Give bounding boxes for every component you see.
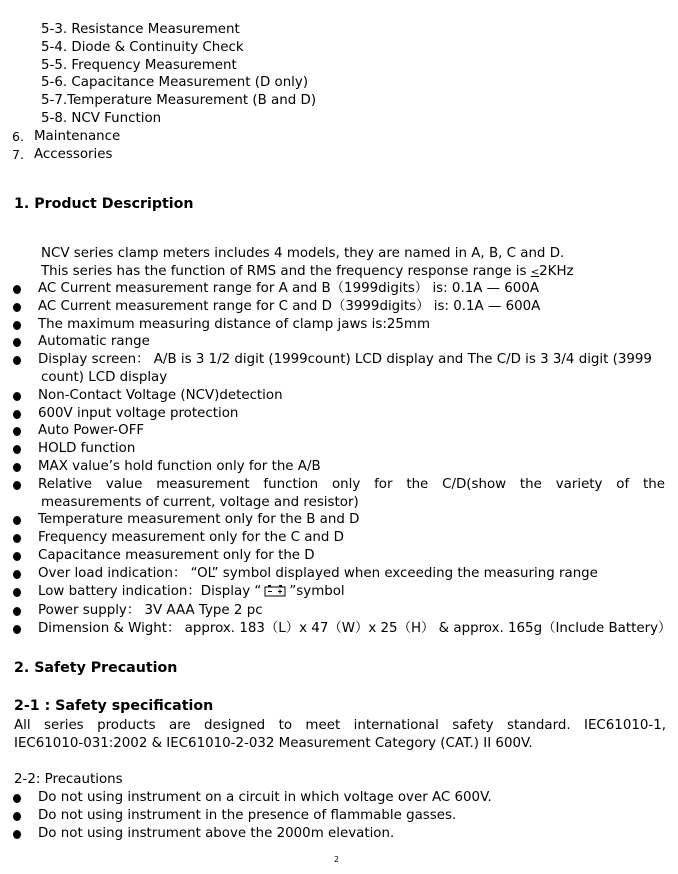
precautions-list <box>0 789 678 842</box>
list-item-text: Auto Power-OFF <box>38 423 145 439</box>
bullet-icon <box>13 338 21 347</box>
list-item <box>0 422 678 440</box>
list-item <box>0 351 678 369</box>
bullet-icon <box>13 321 21 330</box>
list-item-text: Power supply： 3V AAA Type 2 pc <box>38 603 263 619</box>
list-item-text: AC Current measurement range for A and B（1999digits） is: 0.1A — 600A <box>38 281 539 296</box>
paragraph-line: All series products are designed to meet international safety standard. IEC61010-1, <box>14 718 666 733</box>
list-item <box>0 316 678 334</box>
list-item-continuation: measurements of current, voltage and resistor) <box>41 494 359 510</box>
list-item-text: HOLD function <box>38 441 136 457</box>
section-heading-product-description: 1. Product Description <box>14 196 194 212</box>
list-item <box>0 511 678 529</box>
intro-text: 2KHz <box>539 263 574 279</box>
list-item-text: AC Current measurement range for C and D（3999digits） is: 0.1A — 600A <box>38 298 541 314</box>
list-item <box>0 405 678 423</box>
bullet-icon <box>13 410 21 419</box>
toc-item: 5-7.Temperature Measurement (B and D) <box>41 93 317 109</box>
intro-text: This series has the function of RMS and the frequency response range is <box>41 263 531 279</box>
list-item <box>0 529 678 547</box>
bullet-icon <box>13 356 21 365</box>
list-item <box>0 825 678 843</box>
bullet-icon <box>13 625 21 634</box>
list-item-text: Dimension & Wight： approx. 183（L）x 47（W）x 25（H） & approx. 165g（Include Battery） <box>38 621 672 637</box>
bullet-icon <box>13 392 21 401</box>
intro-line: NCV series clamp meters includes 4 models, they are named in A, B, C and D. <box>41 246 565 261</box>
bullet-icon <box>13 534 21 543</box>
list-item-text: ”symbol <box>289 583 345 599</box>
list-item <box>0 807 678 825</box>
toc-item: 5-5. Frequency Measurement <box>41 57 237 73</box>
list-item-text: Display screen： A/B is 3 1/2 digit (1999count) LCD display and The C/D is 3 3/4 digit (3999 <box>38 352 652 368</box>
toc-item-maintenance <box>0 128 678 146</box>
bullet-icon <box>13 812 21 821</box>
toc-item: 5-3. Resistance Measurement <box>41 22 240 37</box>
bullet-icon <box>13 481 21 490</box>
toc-number: 7. <box>12 146 24 162</box>
list-item <box>0 565 678 583</box>
less-equal-symbol: < <box>530 266 540 278</box>
toc-label: Accessories <box>34 146 113 162</box>
subsection-heading-precautions: 2-2: Precautions <box>14 772 123 787</box>
list-item-text: 600V input voltage protection <box>38 405 239 421</box>
list-item <box>0 280 678 298</box>
list-item-text: Low battery indication：Display “ <box>38 583 262 599</box>
toc-label: Maintenance <box>34 128 121 144</box>
bullet-icon <box>13 445 21 454</box>
list-item-text: Capacitance measurement only for the D <box>38 547 315 563</box>
intro-line <box>41 263 574 282</box>
table-of-contents <box>0 21 678 163</box>
subsection-heading-safety-specification: 2-1 : Safety specification <box>14 698 214 714</box>
list-item <box>0 602 678 620</box>
list-item-text: Frequency measurement only for the C and D <box>38 530 344 546</box>
list-item <box>0 333 678 351</box>
page-number: 2 <box>334 855 340 864</box>
list-item <box>0 440 678 458</box>
list-item <box>0 387 678 405</box>
list-item <box>0 458 678 476</box>
list-item-text: Temperature measurement only for the B and D <box>38 512 360 528</box>
list-item-text: The maximum measuring distance of clamp jaws is:25mm <box>38 316 431 332</box>
bullet-icon <box>13 588 21 597</box>
list-item <box>0 547 678 565</box>
list-item <box>0 476 678 494</box>
product-intro <box>41 245 574 282</box>
bullet-icon <box>13 303 21 312</box>
safety-specification-paragraph <box>14 717 666 753</box>
list-item-continuation: count) LCD display <box>41 369 168 385</box>
toc-item: 5-6. Capacitance Measurement (D only) <box>41 75 309 91</box>
toc-item: 5-4. Diode & Continuity Check <box>41 39 244 55</box>
list-item-low-battery <box>0 583 678 603</box>
list-item-text: Automatic range <box>38 334 150 350</box>
list-item-text: Do not using instrument in the presence of flammable gasses. <box>38 807 457 823</box>
list-item-text: Do not using instrument above the 2000m elevation. <box>38 825 395 841</box>
bullet-icon <box>13 830 21 839</box>
bullet-icon <box>13 794 21 803</box>
bullet-icon <box>13 427 21 436</box>
list-item-text: MAX value’s hold function only for the A/B <box>38 458 321 474</box>
list-item-text: Non-Contact Voltage (NCV)detection <box>38 387 283 403</box>
list-item <box>0 789 678 807</box>
paragraph-line: IEC61010-031:2002 & IEC61010-2-032 Measurement Category (CAT.) II 600V. <box>14 735 533 751</box>
feature-list <box>0 280 678 638</box>
battery-icon <box>264 584 286 603</box>
section-heading-safety-precaution: 2. Safety Precaution <box>14 660 178 676</box>
list-item-text: Over load indication： “OL” symbol displayed when exceeding the measuring range <box>38 565 598 581</box>
bullet-icon <box>13 516 21 525</box>
bullet-icon <box>13 552 21 561</box>
list-item-text: Relative value measurement function only for the C/D(show the variety of the <box>38 476 665 492</box>
bullet-icon <box>13 285 21 294</box>
bullet-icon <box>13 463 21 472</box>
list-item-text: Do not using instrument on a circuit in which voltage over AC 600V. <box>38 790 492 805</box>
toc-item-accessories <box>0 146 678 164</box>
list-item <box>0 620 678 638</box>
toc-number: 6. <box>12 128 24 144</box>
bullet-icon <box>13 607 21 616</box>
list-item <box>0 298 678 316</box>
bullet-icon <box>13 570 21 579</box>
toc-item: 5-8. NCV Function <box>41 110 162 126</box>
